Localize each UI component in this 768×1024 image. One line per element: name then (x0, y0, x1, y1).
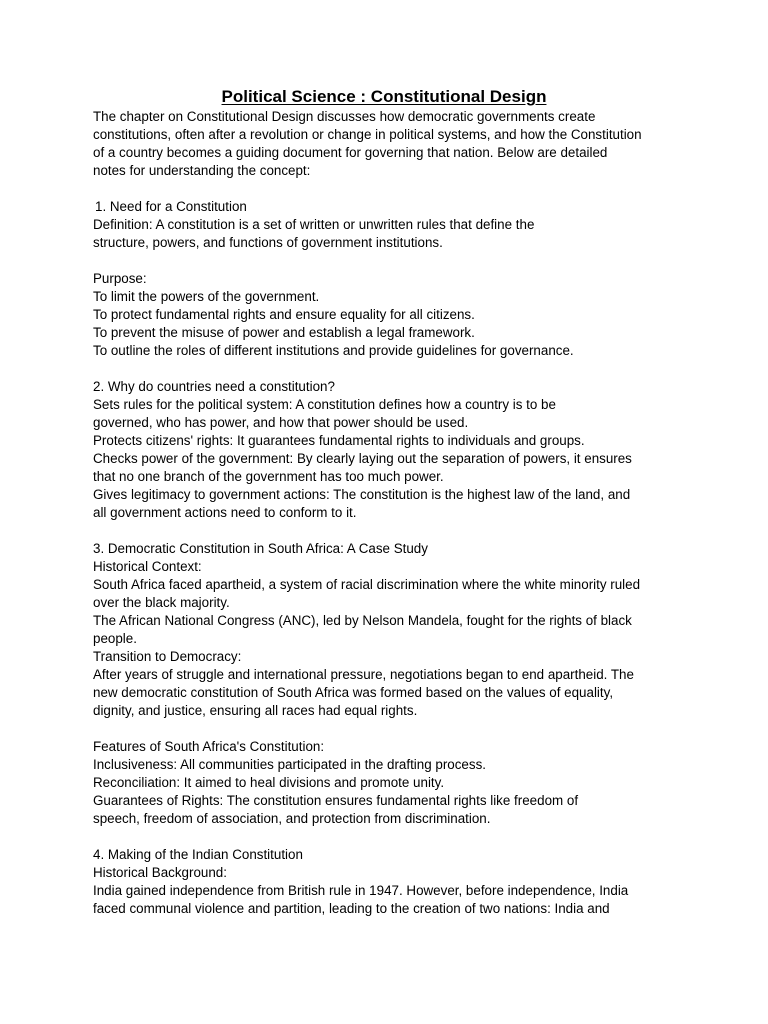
body-line: over the black majority. (93, 595, 230, 610)
body-line: After years of struggle and international pressure, negotiations began to end apartheid. The (93, 667, 634, 682)
section-heading: 2. Why do countries need a constitution? (93, 379, 335, 394)
definition-line: structure, powers, and functions of government institutions. (93, 235, 443, 250)
paragraph-gap (93, 828, 693, 846)
body-line: Protects citizens' rights: It guarantees fundamental rights to individuals and groups. (93, 433, 585, 448)
paragraph-gap (93, 720, 693, 738)
purpose-label: Purpose: (93, 271, 147, 286)
purpose-item: To outline the roles of different institutions and provide guidelines for governance. (93, 343, 574, 358)
intro-line: The chapter on Constitutional Design discusses how democratic governments create (93, 109, 596, 124)
purpose-item: To protect fundamental rights and ensure equality for all citizens. (93, 307, 475, 322)
section-heading: 1. Need for a Constitution (95, 199, 247, 214)
purpose-item: To limit the powers of the government. (93, 289, 320, 304)
section-heading: 4. Making of the Indian Constitution (93, 847, 303, 862)
body-line: Historical Background: (93, 865, 227, 880)
intro-line: of a country becomes a guiding document for governing that nation. Below are detailed (93, 145, 608, 160)
document-body (93, 108, 693, 918)
body-line: Historical Context: (93, 559, 202, 574)
section-heading: 3. Democratic Constitution in South Africa: A Case Study (93, 541, 428, 556)
paragraph-gap (93, 252, 693, 270)
feature-item: Reconciliation: It aimed to heal divisions and promote unity. (93, 775, 445, 790)
body-line: India gained independence from British rule in 1947. However, before independence, India (93, 883, 629, 898)
definition-line: Definition: A constitution is a set of written or unwritten rules that define the (93, 217, 535, 232)
features-label: Features of South Africa's Constitution: (93, 739, 325, 754)
feature-item: Guarantees of Rights: The constitution ensures fundamental rights like freedom of (93, 793, 579, 808)
paragraph-gap (93, 180, 693, 198)
body-line: South Africa faced apartheid, a system of racial discrimination where the white minority ruled (93, 577, 641, 592)
document-title: Political Science : Constitutional Design (221, 87, 547, 106)
intro-line: constitutions, often after a revolution or change in political systems, and how the Constitution (93, 127, 642, 142)
body-line: Checks power of the government: By clearly laying out the separation of powers, it ensures (93, 451, 632, 466)
body-line: that no one branch of the government has too much power. (93, 469, 444, 484)
body-line: Sets rules for the political system: A constitution defines how a country is to be (93, 397, 556, 412)
paragraph-gap (93, 360, 693, 378)
intro-line: notes for understanding the concept: (93, 163, 311, 178)
feature-item: speech, freedom of association, and protection from discrimination. (93, 811, 491, 826)
body-line: new democratic constitution of South Africa was formed based on the values of equality, (93, 685, 614, 700)
paragraph-gap (93, 522, 693, 540)
body-line: all government actions need to conform to it. (93, 505, 357, 520)
feature-item: Inclusiveness: All communities participated in the drafting process. (93, 757, 486, 772)
body-line: Gives legitimacy to government actions: The constitution is the highest law of the land, and (93, 487, 631, 502)
body-line: governed, who has power, and how that power should be used. (93, 415, 469, 430)
purpose-item: To prevent the misuse of power and establish a legal framework. (93, 325, 475, 340)
body-line: people. (93, 631, 137, 646)
body-line: dignity, and justice, ensuring all races had equal rights. (93, 703, 418, 718)
body-line: Transition to Democracy: (93, 649, 242, 664)
body-line: faced communal violence and partition, leading to the creation of two nations: India and (93, 901, 610, 916)
body-line: The African National Congress (ANC), led by Nelson Mandela, fought for the rights of black (93, 613, 632, 628)
